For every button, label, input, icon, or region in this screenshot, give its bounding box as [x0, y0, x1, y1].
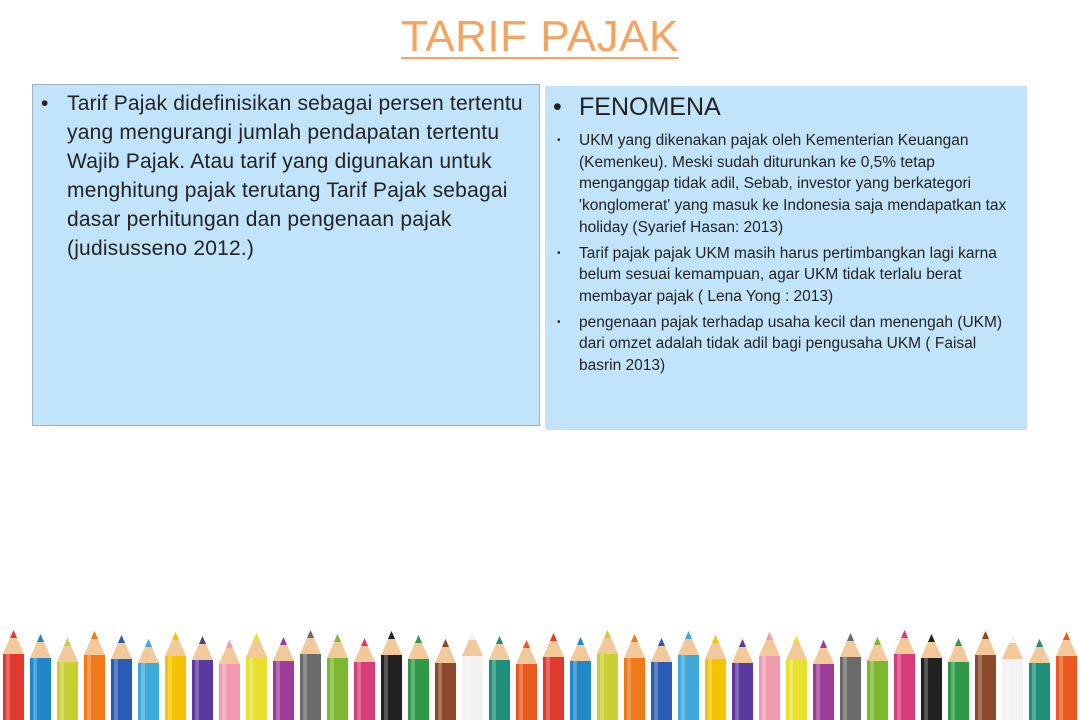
pencil-icon	[651, 638, 672, 720]
definition-bullet-item	[41, 89, 531, 263]
list-item	[553, 312, 1019, 377]
pencil-icon	[30, 634, 51, 720]
pencil-icon	[408, 635, 429, 720]
list-item-text: UKM yang dikenakan pajak oleh Kementerian Keuangan (Kemenkeu). Meski sudah diturunkan ke 0,5% tetap menganggap tidak adil, Sebab, investor yang berkategori 'konglomerat' yang masuk ke Indonesia saja mendapatkan tax holiday (Syarief Hasan: 2013)	[579, 132, 1007, 236]
pencil-icon	[1029, 639, 1050, 720]
pencil-icon	[921, 634, 942, 720]
list-item-text: Tarif pajak pajak UKM masih harus pertimbangkan lagi karna belum sesuai kemampuan, agar UKM tidak terlalu berat membayar pajak ( Lena Yong : 2013)	[579, 244, 997, 305]
pencil-icon	[813, 640, 834, 720]
bullet-icon: •	[557, 135, 561, 146]
pencil-icon	[867, 637, 888, 720]
pencil-icon	[354, 638, 375, 720]
pencil-icon	[381, 631, 402, 720]
colored-pencils-border	[0, 620, 1080, 720]
bullet-icon: •	[557, 247, 561, 259]
pencil-icon	[300, 630, 321, 720]
pencil-icon	[1002, 635, 1023, 720]
pencil-icon	[273, 637, 294, 720]
pencil-icon	[1056, 632, 1077, 720]
pencil-icon	[219, 640, 240, 720]
list-item	[553, 130, 1019, 239]
pencil-icon	[3, 630, 24, 720]
pencil-icon	[894, 630, 915, 720]
pencil-icon	[678, 631, 699, 720]
list-item	[553, 243, 1019, 308]
pencil-icon	[84, 631, 105, 720]
pencil-icon	[489, 636, 510, 720]
pencil-icon	[435, 639, 456, 720]
definition-text: Tarif Pajak didefinisikan sebagai persen tertentu yang mengurangi jumlah pendapatan tertentu Wajib Pajak. Atau tarif yang digunakan untuk menghitung pajak terutang Tarif Pajak sebagai dasar perhitungan dan pengenaan pajak (judisusseno 2012.)	[67, 92, 523, 260]
pencil-icon	[759, 632, 780, 720]
pencil-icon	[570, 637, 591, 720]
phenomenon-heading-item	[553, 92, 1019, 122]
phenomenon-box	[545, 86, 1027, 430]
pencil-icon	[246, 633, 267, 720]
pencil-icon	[111, 635, 132, 720]
pencil-icon	[462, 632, 483, 720]
definition-box	[32, 84, 540, 426]
pencil-icon	[975, 631, 996, 720]
slide-title: TARIF PAJAK	[401, 12, 679, 61]
phenomenon-heading: FENOMENA	[579, 93, 721, 121]
pencil-icon	[948, 638, 969, 720]
pencil-icon	[624, 634, 645, 720]
pencil-icon	[543, 633, 564, 720]
pencil-icon	[57, 638, 78, 720]
pencil-icon	[138, 639, 159, 720]
bullet-icon: •	[553, 93, 562, 121]
phenomenon-list	[553, 130, 1019, 377]
bullet-icon: •	[557, 316, 561, 328]
pencil-icon	[705, 635, 726, 720]
pencil-icon	[597, 630, 618, 720]
pencil-icon	[327, 634, 348, 720]
pencil-icon	[165, 632, 186, 720]
list-item-text: pengenaan pajak terhadap usaha kecil dan menengah (UKM) dari omzet adalah tidak adil bagi pengusaha UKM ( Faisal basrin 2013)	[579, 313, 1003, 375]
pencil-icon	[516, 640, 537, 720]
bullet-icon: •	[41, 92, 49, 115]
pencil-icon	[192, 636, 213, 720]
pencil-icon	[732, 639, 753, 720]
pencil-icon	[840, 633, 861, 720]
pencil-icon	[786, 636, 807, 720]
